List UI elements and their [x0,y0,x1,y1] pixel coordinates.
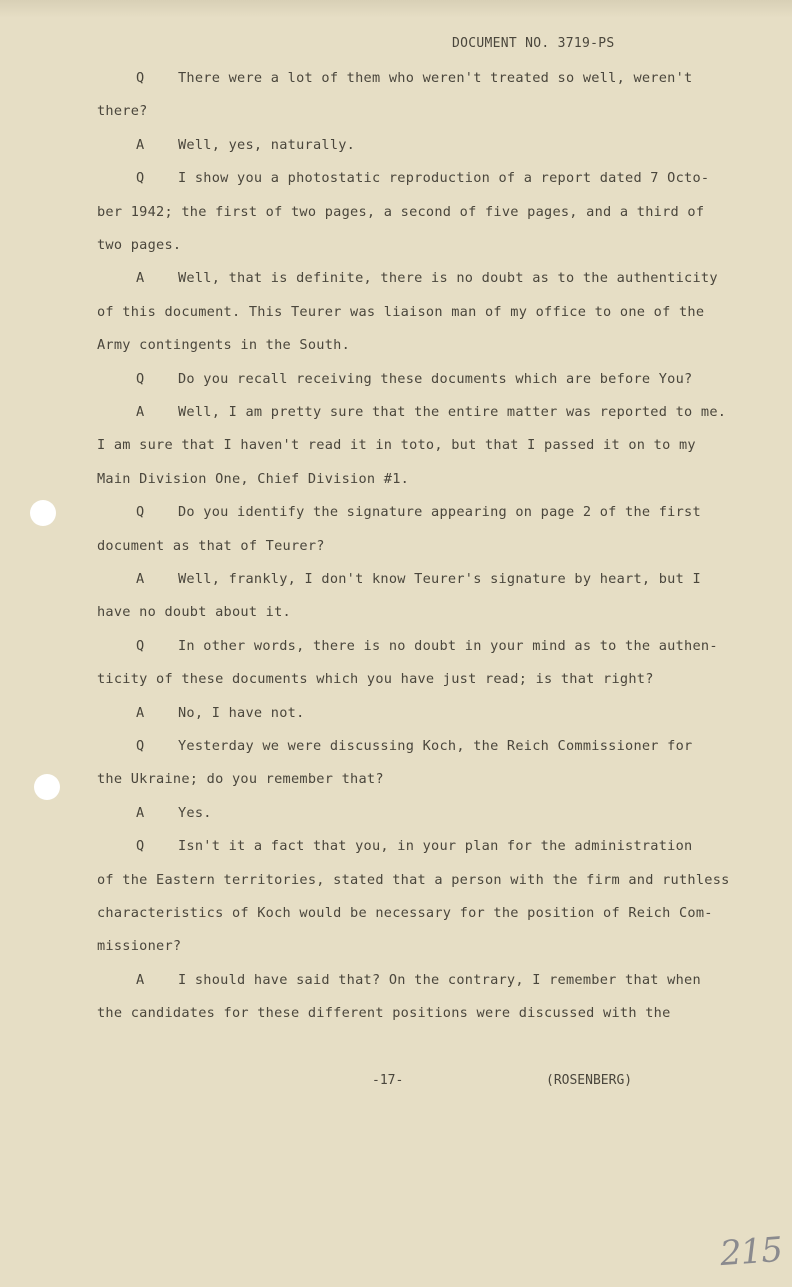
transcript-line: two pages. [97,237,182,253]
document-number: DOCUMENT NO. 3719-PS [452,36,615,51]
speaker-label: A [136,705,145,721]
speaker-label: Q [136,70,145,86]
transcript-line: the candidates for these different positions were discussed with the [97,1005,671,1021]
transcript-line: characteristics of Koch would be necessary for the position of Reich Com- [97,905,713,921]
page-top-edge [0,0,792,18]
transcript-line: Do you recall receiving these documents which are before You? [178,371,693,387]
transcript-line: No, I have not. [178,705,305,721]
speaker-label: A [136,404,145,420]
transcript-line: of the Eastern territories, stated that a person with the firm and ruthless [97,872,730,888]
speaker-label: A [136,571,145,587]
transcript-line: In other words, there is no doubt in your mind as to the authen- [178,638,718,654]
speaker-label: Q [136,738,145,754]
transcript-line: document as that of Teurer? [97,538,325,554]
speaker-label: Q [136,638,145,654]
speaker-label: Q [136,371,145,387]
punch-hole [30,500,56,526]
transcript-line: I should have said that? On the contrary, I remember that when [178,972,701,988]
page-number: -17- [372,1073,404,1088]
transcript-line: I am sure that I haven't read it in toto, but that I passed it on to my [97,437,696,453]
transcript-line: I show you a photostatic reproduction of a report dated 7 Octo- [178,170,710,186]
speaker-label: A [136,972,145,988]
transcript-line: There were a lot of them who weren't treated so well, weren't [178,70,693,86]
speaker-label: Q [136,170,145,186]
transcript-line: Yes. [178,805,212,821]
speaker-label: Q [136,504,145,520]
speaker-label: Q [136,838,145,854]
transcript-line: Well, that is definite, there is no doubt as to the authenticity [178,270,718,286]
footer-name: (ROSENBERG) [546,1073,633,1088]
transcript-line: ber 1942; the first of two pages, a second of five pages, and a third of [97,204,705,220]
punch-hole [34,774,60,800]
transcript-line: Well, I am pretty sure that the entire matter was reported to me. [178,404,727,420]
handwritten-page-number: 215 [718,1229,784,1275]
transcript-line: there? [97,103,148,119]
transcript-line: missioner? [97,938,182,954]
transcript-line: the Ukraine; do you remember that? [97,771,384,787]
speaker-label: A [136,805,145,821]
transcript-line: Isn't it a fact that you, in your plan for the administration [178,838,693,854]
transcript-line: Do you identify the signature appearing on page 2 of the first [178,504,701,520]
speaker-label: A [136,137,145,153]
transcript-line: Well, frankly, I don't know Teurer's signature by heart, but I [178,571,701,587]
transcript-line: Well, yes, naturally. [178,137,356,153]
transcript-line: Yesterday we were discussing Koch, the Reich Commissioner for [178,738,693,754]
transcript-line: Main Division One, Chief Division #1. [97,471,410,487]
transcript-line: Army contingents in the South. [97,337,351,353]
speaker-label: A [136,270,145,286]
transcript-line: have no doubt about it. [97,604,291,620]
transcript-line: of this document. This Teurer was liaison man of my office to one of the [97,304,705,320]
transcript-line: ticity of these documents which you have just read; is that right? [97,671,654,687]
